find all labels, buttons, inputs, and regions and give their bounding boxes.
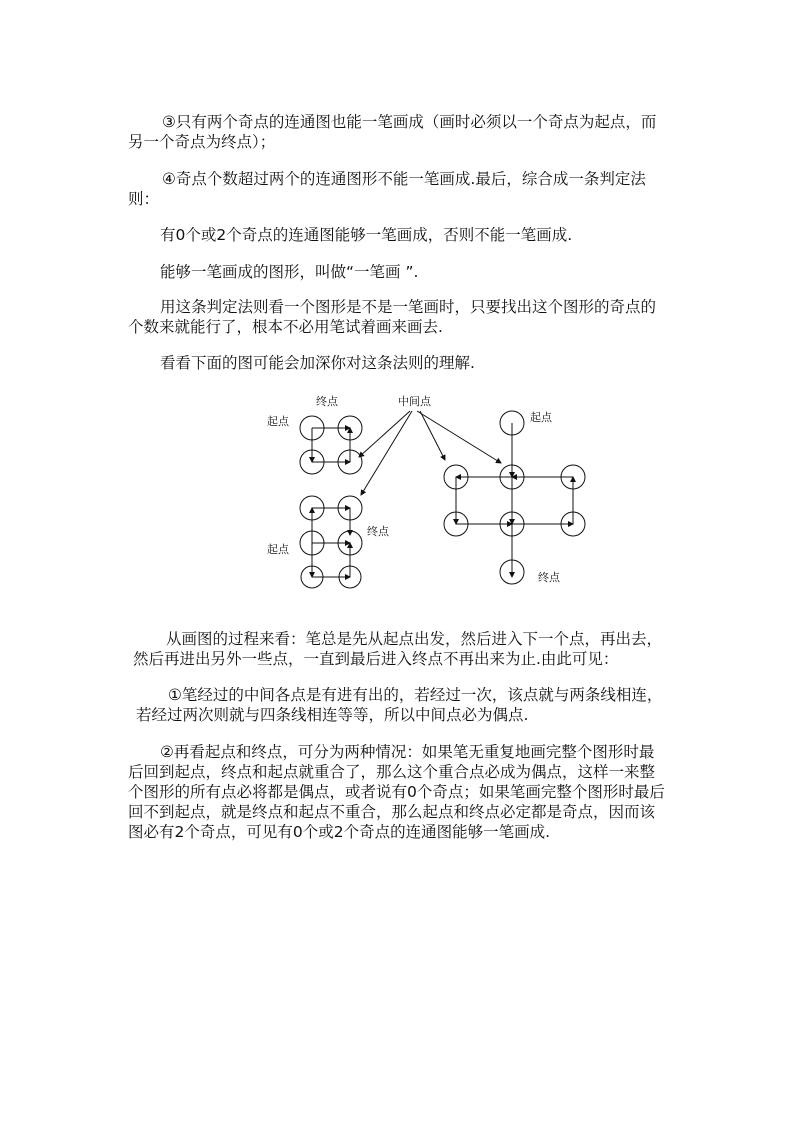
point-2-line-5: 图必有2个奇点，可见有0个或2个奇点的连通图能够一笔画成.: [128, 823, 551, 841]
label-end-point-2: 终点: [367, 525, 389, 538]
point-2-line-2: 后回到起点，终点和起点就重合了，那么这个重合点必成为偶点，这样一来整: [128, 763, 656, 781]
label-start-point-1: 起点: [267, 415, 289, 428]
label-start-point-3: 起点: [530, 411, 552, 424]
graph-top-left: [300, 416, 362, 474]
label-end-point-3: 终点: [538, 571, 560, 584]
paragraph-4-line-1: ④奇点个数超过两个的连通图形不能一笔画成.最后，综合成一条判定法: [162, 170, 646, 188]
label-middle-point: 中间点: [398, 395, 431, 408]
paragraph-4-line-2: 则：: [128, 190, 160, 208]
point-2-line-4: 回不到起点，就是终点和起点不重合，那么起点和终点必定都是奇点，因而该: [128, 803, 656, 821]
rule-statement: 有0个或2个奇点的连通图能够一笔画成，否则不能一笔画成.: [160, 226, 573, 244]
usage-paragraph-line-1: 用这条判定法则看一个图形是不是一笔画时，只要找出这个图形的奇点的: [160, 298, 657, 316]
process-paragraph-line-1: 从画图的过程来看：笔总是先从起点出发，然后进入下一个点，再出去，: [166, 630, 663, 648]
graph-right: [444, 411, 585, 584]
point-2-line-3: 个图形的所有点必将都是偶点，或者说有0个奇点；如果笔画完整个图形时最后: [128, 783, 665, 801]
graph-bottom-left: [300, 496, 362, 588]
point-2-line-1: ②再看起点和终点，可分为两种情况：如果笔无重复地画完整个图形时最: [160, 743, 655, 761]
point-1-line-1: ①笔经过的中间各点是有进有出的，若经过一次，该点就与两条线相连，: [168, 686, 663, 704]
middle-point-pointers: [359, 411, 501, 495]
one-stroke-figure: [255, 385, 600, 590]
process-paragraph-line-2: 然后再进出另外一些点，一直到最后进入终点不再出来为止.由此可见：: [133, 650, 619, 668]
label-start-point-2: 起点: [267, 543, 289, 556]
paragraph-3-line-1: ③只有两个奇点的连通图也能一笔画成（画时必须以一个奇点为起点，而: [162, 113, 657, 131]
definition-paragraph: 能够一笔画成的图形，叫做“一笔画 ”.: [160, 263, 419, 281]
paragraph-3-line-2: 另一个奇点为终点）；: [128, 133, 276, 151]
label-end-point-1: 终点: [316, 395, 338, 408]
usage-paragraph-line-2: 个数来就能行了，根本不必用笔试着画来画去.: [128, 318, 443, 336]
figure-intro-paragraph: 看看下面的图可能会加深你对这条法则的理解.: [160, 354, 475, 372]
point-1-line-2: 若经过两次则就与四条线相连等等，所以中间点必为偶点.: [136, 706, 529, 724]
